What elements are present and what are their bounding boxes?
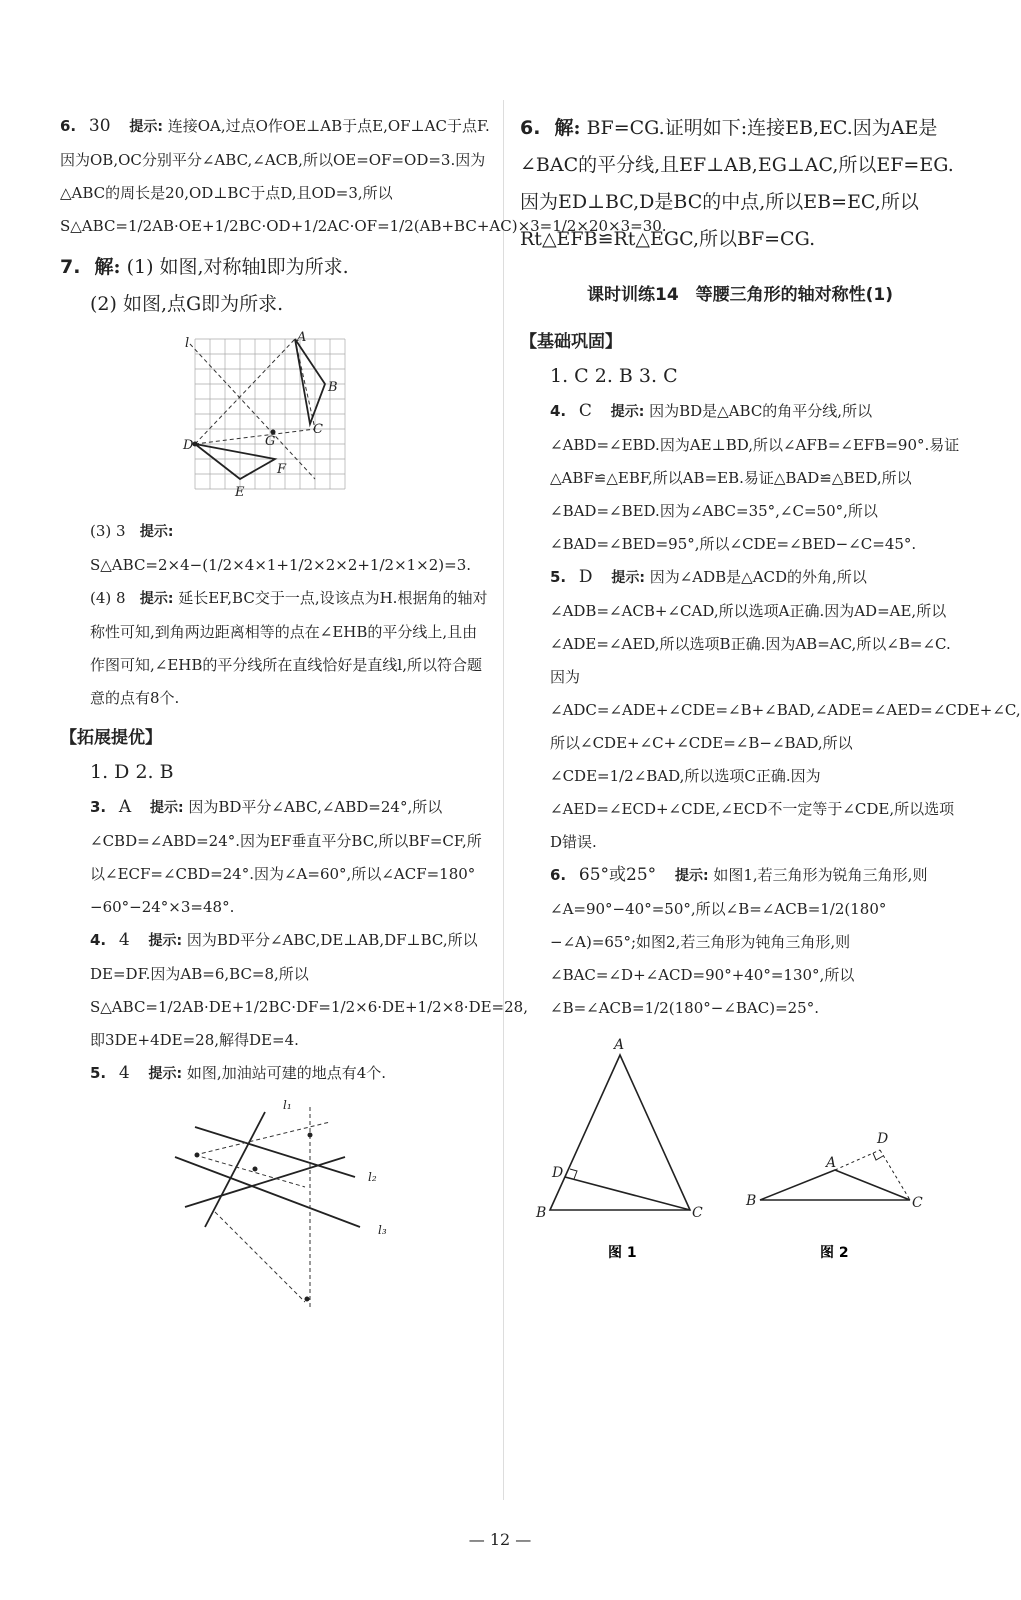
- svg-text:A: A: [826, 1155, 837, 1171]
- answer-6-left: 6. 30 提示: 连接OA,过点O作OE⊥AB于点E,OF⊥AC于点F.因为OB,OC分别平分∠ABC,∠ACB,所以OE=OF=OD=3.因为△ABC的周长是20,OD⊥BC于点D,且OD=3,所以S△ABC=1/2AB·OE+1/2BC·OD+1/2AC·OF=1/2(AB+BC+AC)×3=1/2×20×3=30.: [60, 116, 667, 235]
- lesson-title: 课时训练14 等腰三角形的轴对称性(1): [586, 285, 894, 305]
- svg-text:图 1: 图 1: [608, 1245, 637, 1261]
- section-heading-basic: 【基础巩固】: [520, 332, 622, 352]
- answer-4-right: 4. C 提示: 因为BD是△ABC的角平分线,所以∠ABD=∠EBD.因为AE⊥BD,所以∠AFB=∠EFB=90°.易证△ABF≌△EBF,所以AB=EB.易证△BAD≌△BED,所以∠BAD=∠BED.因为∠ABC=35°,∠C=50°,所以∠BAD=∠BED=95°,所以∠CDE=∠BED−∠C=45°.: [550, 401, 960, 553]
- gas-station-figure: [155, 1097, 395, 1317]
- answer-5-right: 5. D 提示: 因为∠ADB是△ACD的外角,所以∠ADB=∠ACB+∠CAD,所以选项A正确.因为AD=AE,所以∠ADE=∠AED,所以选项B正确.因为AB=AC,所以∠B=∠C.因为∠ADC=∠ADE+∠CDE=∠B+∠BAD,∠ADE=∠AED=∠CDE+∠C,所以∠CDE+∠C+∠CDE=∠B−∠BAD,所以∠CDE=1/2∠BAD,所以选项C正确.因为∠AED=∠ECD+∠CDE,∠ECD不一定等于∠CDE,所以选项D错误.: [550, 567, 1021, 851]
- svg-text:l₂: l₂: [368, 1170, 377, 1184]
- svg-text:l₁: l₁: [283, 1098, 292, 1112]
- dashed-lines: [190, 339, 315, 479]
- answers-1-2: 1. D 2. B: [90, 761, 174, 783]
- svg-text:F: F: [277, 462, 287, 477]
- svg-text:D: D: [183, 438, 194, 453]
- figure-1: [535, 1037, 703, 1261]
- svg-text:C: C: [692, 1205, 703, 1221]
- svg-text:l₃: l₃: [378, 1223, 387, 1237]
- svg-text:C: C: [912, 1195, 923, 1211]
- answer-5: 5. 4 提示: 如图,加油站可建的地点有4个.: [90, 1063, 387, 1083]
- solid-lines: [175, 1112, 360, 1227]
- svg-text:D: D: [552, 1165, 564, 1181]
- triangle-figures: [520, 1035, 960, 1285]
- answer-6b-right: 6. 65°或25° 提示: 如图1,若三角形为锐角三角形,则∠A=90°−40°=50°,所以∠B=∠ACB=1/2(180°−∠A)=65°;如图2,若三角形为钝角三角形,则∠BAC=∠D+∠ACD=90°+40°=130°,所以∠B=∠ACB=1/2(180°−∠BAC)=25°.: [550, 865, 928, 1017]
- svg-text:l: l: [185, 336, 190, 351]
- svg-text:B: B: [328, 380, 338, 395]
- grid-figure: [185, 329, 365, 509]
- svg-text:B: B: [536, 1205, 547, 1221]
- answer-7-part3: (3) 3 提示: S△ABC=2×4−(1/2×4×1+1/2×2×2+1/2×1×2)=3.: [90, 522, 472, 574]
- right-column: [520, 110, 1021, 1285]
- answer-3: 3. A 提示: 因为BD平分∠ABC,∠ABD=24°,所以∠CBD=∠ABD=24°.因为EF垂直平分BC,所以BF=CF,所以∠ECF=∠CBD=24°.因为∠A=60°,所以∠ACF=180°−60°−24°×3=48°.: [90, 797, 482, 916]
- answer-7-part4: (4) 8 提示: 延长EF,BC交于一点,设该点为H.根据角的轴对称性可知,到角两边距离相等的点在∠EHB的平分线上,且由作图可知,∠EHB的平分线所在直线恰好是直线l,所以符合题意的点有8个.: [90, 589, 488, 707]
- section-heading-extension: 【拓展提优】: [60, 728, 162, 748]
- svg-text:D: D: [877, 1131, 889, 1147]
- triangles: [195, 339, 325, 479]
- answers-1-3: 1. C 2. B 3. C: [550, 365, 678, 387]
- svg-text:C: C: [313, 422, 323, 437]
- svg-text:E: E: [235, 485, 245, 500]
- answer-4: 4. 4 提示: 因为BD平分∠ABC,DE⊥AB,DF⊥BC,所以DE=DF.因为AB=6,BC=8,所以S△ABC=1/2AB·DE+1/2BC·DF=1/2×6·DE+1/2×8·DE=28,即3DE+4DE=28,解得DE=4.: [90, 930, 528, 1049]
- figure-2: [745, 1131, 923, 1261]
- svg-text:图 2: 图 2: [820, 1245, 849, 1261]
- svg-text:B: B: [746, 1193, 757, 1209]
- line-labels: [283, 1098, 387, 1237]
- answer-7-header: 7. 解: (1) 如图,对称轴l即为所求.: [60, 256, 349, 278]
- svg-text:A: A: [297, 330, 307, 345]
- svg-text:G: G: [265, 434, 276, 449]
- svg-text:A: A: [614, 1037, 625, 1053]
- grid-lines: [195, 339, 345, 489]
- answer-6-right: 6. 解: BF=CG.证明如下:连接EB,EC.因为AE是∠BAC的平分线,且EF⊥AB,EG⊥AC,所以EF=EG.因为ED⊥BC,D是BC的中点,所以EB=EC,所以Rt△EFB≌Rt△EGC,所以BF=CG.: [520, 117, 954, 250]
- page-number: — 12 —: [468, 1530, 532, 1549]
- answer-7-part2: (2) 如图,点G即为所求.: [90, 293, 284, 315]
- column-divider: [503, 100, 504, 1500]
